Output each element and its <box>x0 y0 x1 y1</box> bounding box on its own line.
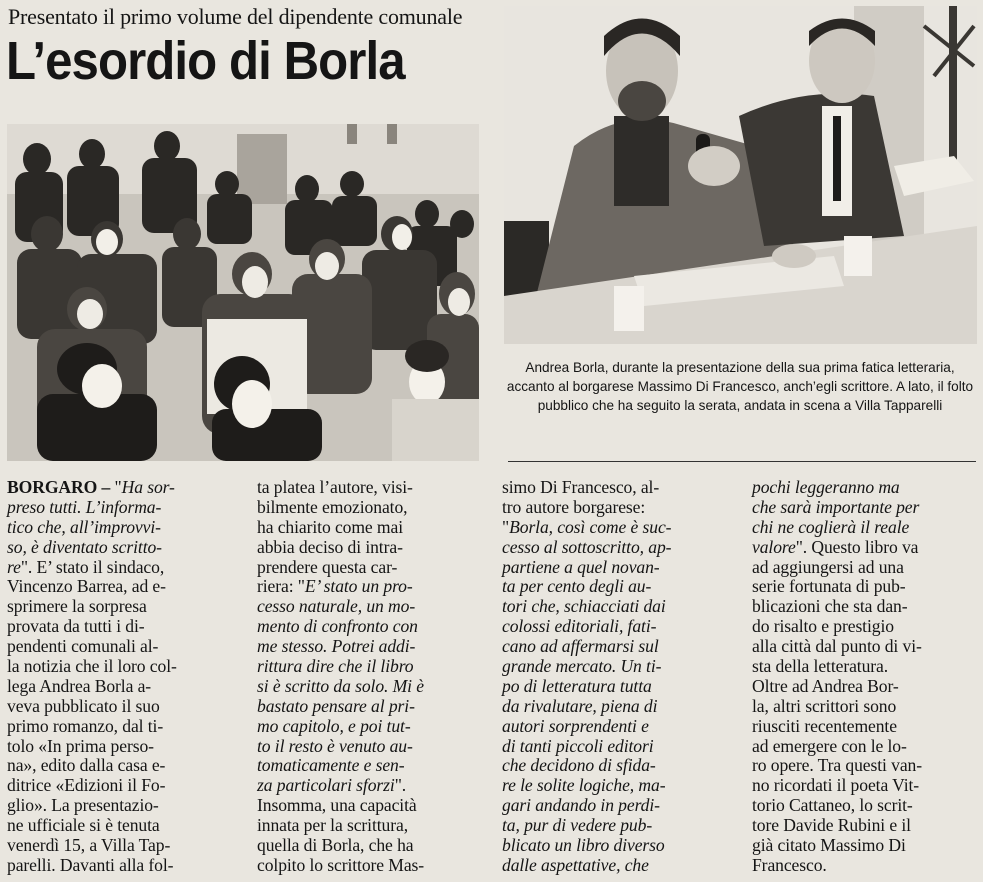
body-text: ta platea l’autore, visi- <box>257 477 413 497</box>
article-line <box>752 717 983 737</box>
quote-text: partiene a quel novan- <box>502 556 660 577</box>
quote-text: rittura dire che il libro <box>257 656 414 677</box>
article-line <box>257 518 495 538</box>
article-line <box>257 677 495 697</box>
article-line <box>257 478 495 498</box>
quote-text: za particolari sforzi <box>257 775 395 796</box>
article-line <box>7 597 245 617</box>
article-line <box>502 597 740 617</box>
article-line <box>502 796 740 816</box>
article-line <box>7 677 245 697</box>
article-line <box>257 697 495 717</box>
article-line <box>752 737 983 757</box>
body-text: torio Cattaneo, lo scrit- <box>752 795 913 816</box>
quote-text: dalle aspettative, che <box>502 854 649 875</box>
body-text: provata da tutti i di- <box>7 616 145 637</box>
article-line <box>502 558 740 578</box>
body-text: la notizia che il loro col- <box>7 656 177 677</box>
body-text: serie fortunata di pub- <box>752 576 906 597</box>
article-line <box>752 518 983 538</box>
body-text: veva pubblicato il suo <box>7 695 160 716</box>
article-line <box>502 677 740 697</box>
article-line <box>7 617 245 637</box>
article-line <box>7 498 245 518</box>
article-line <box>257 577 495 597</box>
article-line <box>257 617 495 637</box>
article-line <box>257 637 495 657</box>
article-line <box>752 558 983 578</box>
quote-text: ta, pur di vedere pub- <box>502 815 653 836</box>
body-text: ". <box>394 775 407 796</box>
article-line <box>752 856 983 876</box>
quote-text: da rivalutare, piena di <box>502 695 658 716</box>
quote-text: che sarà importante per <box>752 496 920 517</box>
body-text: già citato Massimo Di <box>752 835 906 856</box>
quote-text: re <box>7 556 21 577</box>
quote-text: Borla, così come è suc- <box>509 516 672 537</box>
article-line <box>257 776 495 796</box>
audience-photo <box>7 124 479 461</box>
article-line <box>7 538 245 558</box>
quote-text: cesso naturale, un mo- <box>257 596 416 617</box>
article-line <box>7 796 245 816</box>
body-text: Vincenzo Barrea, ad e- <box>7 576 166 597</box>
body-text: blicazioni che sta dan- <box>752 596 908 617</box>
article-line <box>7 737 245 757</box>
article-line <box>502 737 740 757</box>
article-line <box>502 717 740 737</box>
body-text: sta della letteratura. <box>752 656 889 677</box>
body-text: " <box>502 516 510 537</box>
article-line <box>752 756 983 776</box>
body-text: Insomma, una capacità <box>257 795 417 816</box>
body-text: " <box>114 477 122 497</box>
quote-text: tico che, all’improvvi- <box>7 516 161 537</box>
body-text: ro opere. Tra questi van- <box>752 755 922 776</box>
body-text: ne ufficiale si è tenuta <box>7 815 160 836</box>
article-line <box>502 697 740 717</box>
quote-text: grande mercato. Un ti- <box>502 656 662 677</box>
quote-text: mento di confronto con <box>257 616 418 637</box>
quote-text: cano ad affermarsi sul <box>502 636 659 657</box>
quote-text: to il resto è venuto au- <box>257 735 413 756</box>
article-line <box>7 816 245 836</box>
body-text: do risalto e prestigio <box>752 616 894 637</box>
article-line <box>7 697 245 717</box>
article-line <box>257 856 495 876</box>
article-line <box>257 538 495 558</box>
quote-text: cesso al sottoscritto, ap- <box>502 536 672 557</box>
body-text: ad emergere con le lo- <box>752 735 907 756</box>
quote-text: me stesso. Potrei addi- <box>257 636 416 657</box>
article-line <box>502 836 740 856</box>
article-headline: L’esordio di Borla <box>6 31 405 91</box>
quote-text: mo capitolo, e poi tut- <box>257 715 411 736</box>
article-line <box>752 776 983 796</box>
body-text: colpito lo scrittore Mas- <box>257 854 425 875</box>
article-line <box>502 577 740 597</box>
quote-text: Ha sor- <box>121 477 175 497</box>
body-text: simo Di Francesco, al- <box>502 477 660 497</box>
body-text: prendere questa car- <box>257 556 398 577</box>
quote-text: bastato pensare al pri- <box>257 695 415 716</box>
quote-text: che decidono di sfida- <box>502 755 656 776</box>
article-line <box>257 737 495 757</box>
body-text: quella di Borla, che ha <box>257 835 414 856</box>
article-line <box>752 577 983 597</box>
body-text: riusciti recentemente <box>752 715 897 736</box>
author-photo <box>504 6 977 344</box>
article-line <box>752 478 983 498</box>
article-line <box>502 498 740 518</box>
article-line <box>502 478 740 498</box>
body-text: sprimere la sorpresa <box>7 596 147 617</box>
quote-text: po di letteratura tutta <box>502 675 652 696</box>
quote-text: autori sorprendenti e <box>502 715 649 736</box>
body-text: parelli. Davanti alla fol- <box>7 854 174 875</box>
body-text: ad aggiungersi ad una <box>752 556 904 577</box>
article-line <box>257 796 495 816</box>
article-column-4 <box>752 478 983 876</box>
article-column-1 <box>7 478 245 876</box>
article-line <box>752 657 983 677</box>
article-line <box>502 856 740 876</box>
article-line <box>7 856 245 876</box>
caption-divider <box>508 461 976 462</box>
body-text: tolo «In prima perso- <box>7 735 154 756</box>
body-text: riera: " <box>257 576 305 597</box>
quote-text: blicato un libro diverso <box>502 835 665 856</box>
quote-text: gari andando in perdi- <box>502 795 660 816</box>
body-text: alla città dal punto di vi- <box>752 636 922 657</box>
body-text: tore Davide Rubini e il <box>752 815 911 836</box>
quote-text: valore <box>752 536 796 557</box>
quote-text: si è scritto da solo. Mi è <box>257 675 424 696</box>
article-line <box>752 637 983 657</box>
body-text: Francesco. <box>752 854 827 875</box>
article-line <box>752 597 983 617</box>
article-line <box>7 478 245 498</box>
article-line <box>752 498 983 518</box>
article-line <box>502 756 740 776</box>
body-text: primo romanzo, dal ti- <box>7 715 164 736</box>
quote-text: re le solite logiche, ma- <box>502 775 666 796</box>
quote-text: E’ stato un pro- <box>304 576 413 597</box>
article-line <box>502 657 740 677</box>
body-text: lega Andrea Borla a- <box>7 675 152 696</box>
quote-text: di tanti piccoli editori <box>502 735 654 756</box>
quote-text: chi ne coglierà il reale <box>752 516 910 537</box>
body-text: venerdì 15, a Villa Tap- <box>7 835 171 856</box>
article-line <box>257 756 495 776</box>
article-line <box>257 597 495 617</box>
article-line <box>7 836 245 856</box>
quote-text: preso tutti. L’informa- <box>7 496 162 517</box>
body-text: bilmente emozionato, <box>257 496 408 517</box>
article-line <box>502 816 740 836</box>
article-line <box>7 776 245 796</box>
article-line <box>502 617 740 637</box>
article-line <box>752 677 983 697</box>
article-line <box>257 717 495 737</box>
body-text: abbia deciso di intra- <box>257 536 403 557</box>
quote-text: tomaticamente e sen- <box>257 755 405 776</box>
article-line <box>752 796 983 816</box>
body-text: la, altri scrittori sono <box>752 695 897 716</box>
article-column-3 <box>502 478 740 876</box>
body-text: Oltre ad Andrea Bor- <box>752 675 899 696</box>
article-line <box>7 717 245 737</box>
body-text: pendenti comunali al- <box>7 636 159 657</box>
article-line <box>7 558 245 578</box>
body-text: glio». La presentazio- <box>7 795 159 816</box>
article-line <box>752 836 983 856</box>
quote-text: ta per cento degli au- <box>502 576 652 597</box>
body-text: no ricordati il poeta Vit- <box>752 775 920 796</box>
quote-text: tori che, schiacciati dai <box>502 596 666 617</box>
article-line <box>752 538 983 558</box>
article-kicker: Presentato il primo volume del dipendente comunale <box>8 4 463 29</box>
body-text: na», edito dalla casa e- <box>7 755 166 776</box>
article-line <box>257 558 495 578</box>
article-line <box>7 756 245 776</box>
article-line <box>7 657 245 677</box>
article-line <box>502 776 740 796</box>
body-text: ditrice «Edizioni il Fo- <box>7 775 166 796</box>
body-text: ". E’ stato il sindaco, <box>20 556 165 577</box>
article-line <box>502 538 740 558</box>
article-line <box>7 637 245 657</box>
body-text: innata per la scrittura, <box>257 815 408 836</box>
article-line <box>257 836 495 856</box>
article-line <box>752 617 983 637</box>
article-line <box>257 816 495 836</box>
quote-text: pochi leggeranno ma <box>752 477 900 497</box>
article-line <box>257 498 495 518</box>
article-line <box>502 518 740 538</box>
article-line <box>502 637 740 657</box>
article-column-2 <box>257 478 495 876</box>
quote-text: colossi editoriali, fati- <box>502 616 657 637</box>
body-text: ha chiarito come mai <box>257 516 404 537</box>
article-line <box>7 577 245 597</box>
body-text: tro autore borgarese: <box>502 496 646 517</box>
article-line <box>752 697 983 717</box>
body-text: ". Questo libro va <box>795 536 919 557</box>
dateline: BORGARO – <box>7 477 115 497</box>
photo-caption: Andrea Borla, durante la presentazione della sua prima fatica letteraria, accanto al borgarese Massimo Di Francesco, anch’egli scrittore. A lato, il folto pubblico che ha seguito la serata, andata in scena a Villa Tapparelli <box>506 360 974 413</box>
article-line <box>752 816 983 836</box>
article-line <box>7 518 245 538</box>
quote-text: so, è diventato scritto- <box>7 536 162 557</box>
article-line <box>257 657 495 677</box>
